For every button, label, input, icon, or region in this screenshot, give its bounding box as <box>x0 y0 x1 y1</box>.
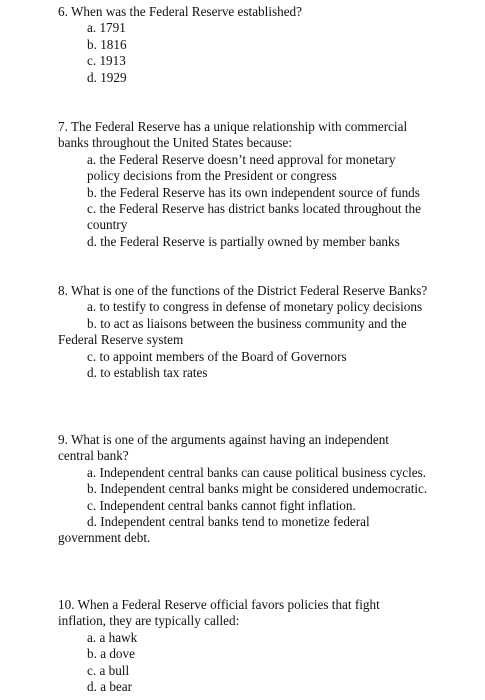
question-6-text: 6. When was the Federal Reserve established? <box>58 4 303 19</box>
option-7d: d. the Federal Reserve is partially owned by member banks <box>87 233 400 249</box>
option-6d: d. 1929 <box>87 69 127 85</box>
question-9 <box>58 432 430 547</box>
question-9-options <box>58 465 430 547</box>
option-8a: a. to testify to congress in defense of monetary policy decisions <box>87 299 423 315</box>
question-7 <box>58 119 430 250</box>
option-9c: c. Independent central banks cannot fight inflation. <box>87 497 356 513</box>
question-7-text: 7. The Federal Reserve has a unique relationship with commercial banks throughout the United States because: <box>58 119 408 151</box>
option-10a: a. a hawk <box>87 629 138 645</box>
question-9-text: 9. What is one of the arguments against having an independent central bank? <box>58 432 389 464</box>
question-10 <box>58 597 430 695</box>
option-9a: a. Independent central banks can cause political business cycles. <box>87 464 427 480</box>
option-10b: b. a dove <box>87 646 135 662</box>
option-6b: b. 1816 <box>87 36 127 52</box>
option-9d: d. Independent central banks tend to monetize federal government debt. <box>58 514 370 546</box>
option-7c: c. the Federal Reserve has district banks located throughout the country <box>87 201 421 233</box>
option-6c: c. 1913 <box>87 53 126 69</box>
option-6a: a. 1791 <box>87 20 126 36</box>
option-8d: d. to establish tax rates <box>87 365 208 381</box>
question-8 <box>58 283 430 381</box>
question-8-text: 8. What is one of the functions of the District Federal Reserve Banks? <box>58 283 428 298</box>
option-7a: a. the Federal Reserve doesn’t need approval for monetary policy decisions from the President or congress <box>87 151 396 184</box>
question-6 <box>58 4 430 86</box>
option-8b: b. to act as liaisons between the business community and the Federal Reserve system <box>58 315 407 348</box>
question-7-options <box>58 152 430 250</box>
question-10-text: 10. When a Federal Reserve official favors policies that fight inflation, they are typically called: <box>58 597 380 629</box>
question-10-options <box>58 630 430 696</box>
question-8-options <box>58 299 430 381</box>
option-9b: b. Independent central banks might be considered undemocratic. <box>87 481 428 497</box>
option-10c: c. a bull <box>87 662 130 678</box>
option-8c: c. to appoint members of the Board of Governors <box>87 348 347 364</box>
option-7b: b. the Federal Reserve has its own independent source of funds <box>87 184 420 200</box>
option-10d: d. a bear <box>87 679 133 695</box>
question-6-options <box>58 20 430 86</box>
